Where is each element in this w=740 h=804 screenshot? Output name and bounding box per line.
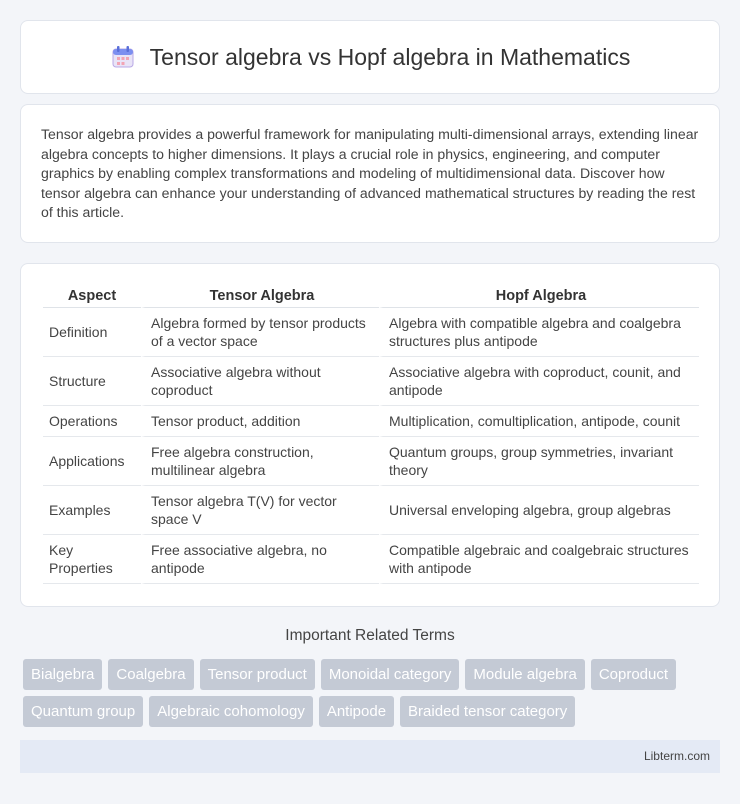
table-row (43, 308, 699, 357)
cell-aspect: Operations (43, 406, 141, 437)
page-title: Tensor algebra vs Hopf algebra in Mathematics (149, 43, 631, 70)
calendar-icon (110, 44, 136, 70)
tag-algebraic-cohomology[interactable]: Algebraic cohomology (149, 696, 313, 727)
comparison-table (43, 284, 699, 584)
cell-tensor: Tensor algebra T(V) for vector space V (141, 486, 379, 535)
cell-aspect: Key Properties (43, 535, 141, 584)
cell-hopf: Universal enveloping algebra, group algebras (379, 486, 699, 535)
tag-tensor-product[interactable]: Tensor product (200, 659, 315, 690)
header-tensor-algebra: Tensor Algebra (141, 284, 379, 308)
intro-text: Tensor algebra provides a powerful framework for manipulating multi-dimensional arrays, extending linear algebra concepts to higher dimensions. It plays a crucial role in physics, engineering, and computer graphics by enabling complex transformations and modeling of multidimensional data. Discover how tensor algebra can enhance your understanding of advanced mathematical structures by reading the rest of this article. (41, 126, 699, 221)
title-card (20, 20, 720, 94)
cell-hopf: Compatible algebraic and coalgebraic structures with antipode (379, 535, 699, 584)
tag-module-algebra[interactable]: Module algebra (465, 659, 584, 690)
intro-card (20, 104, 720, 243)
cell-hopf: Multiplication, comultiplication, antipode, counit (379, 406, 699, 437)
tag-coalgebra[interactable]: Coalgebra (108, 659, 193, 690)
tag-antipode[interactable]: Antipode (319, 696, 394, 727)
comparison-card (20, 263, 720, 607)
related-terms-list (23, 659, 723, 733)
table-row (43, 406, 699, 437)
tag-monoidal-category[interactable]: Monoidal category (321, 659, 460, 690)
table-row (43, 357, 699, 406)
header-aspect: Aspect (43, 284, 141, 308)
table-row (43, 535, 699, 584)
cell-tensor: Associative algebra without coproduct (141, 357, 379, 406)
cell-tensor: Algebra formed by tensor products of a vector space (141, 308, 379, 357)
header-hopf-algebra: Hopf Algebra (379, 284, 699, 308)
tag-quantum-group[interactable]: Quantum group (23, 696, 143, 727)
cell-hopf: Associative algebra with coproduct, counit, and antipode (379, 357, 699, 406)
table-row (43, 486, 699, 535)
tag-bialgebra[interactable]: Bialgebra (23, 659, 102, 690)
cell-aspect: Examples (43, 486, 141, 535)
cell-tensor: Free associative algebra, no antipode (141, 535, 379, 584)
cell-aspect: Definition (43, 308, 141, 357)
footer-site-link[interactable]: Libterm.com (643, 749, 710, 763)
related-terms-title: Important Related Terms (285, 627, 455, 644)
cell-tensor: Free algebra construction, multilinear algebra (141, 437, 379, 486)
cell-aspect: Structure (43, 357, 141, 406)
cell-aspect: Applications (43, 437, 141, 486)
tag-braided-tensor-category[interactable]: Braided tensor category (400, 696, 575, 727)
cell-tensor: Tensor product, addition (141, 406, 379, 437)
tag-coproduct[interactable]: Coproduct (591, 659, 676, 690)
table-row (43, 437, 699, 486)
cell-hopf: Quantum groups, group symmetries, invariant theory (379, 437, 699, 486)
cell-hopf: Algebra with compatible algebra and coalgebra structures plus antipode (379, 308, 699, 357)
footer (20, 740, 720, 773)
